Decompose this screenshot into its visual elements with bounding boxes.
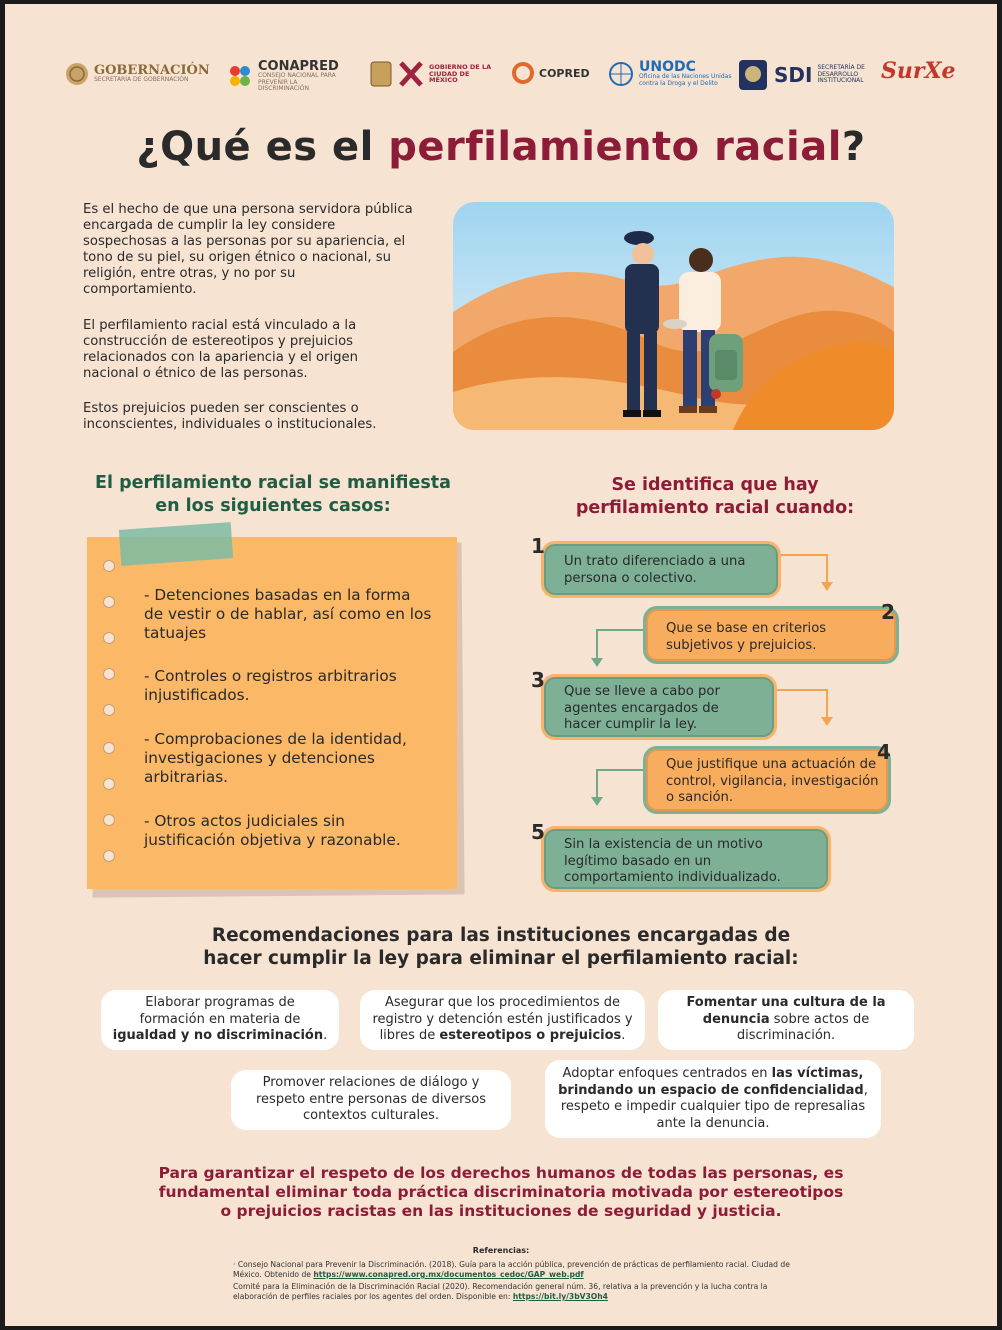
intro-paragraph-1: Es el hecho de que una persona servidora pública encargada de cumplir la ley considere sospechosas a las personas por su apariencia, el tono de su piel, su origen étnico o nacional, su religión, entre otras, y no por su comportamiento.	[83, 202, 413, 297]
note-hole	[103, 850, 115, 862]
conapred-sub: CONSEJO NACIONAL PARA PREVENIR LA DISCRIMINACIÓN	[258, 72, 336, 93]
recommendation-card-5	[545, 1060, 881, 1138]
recommendation-card-2	[360, 990, 645, 1050]
page-title	[5, 124, 997, 170]
case-item: - Controles o registros arbitrarios injustificados.	[144, 667, 397, 704]
cdmx-label: GOBIERNO DE LA CIUDAD DE MÉXICO	[429, 63, 492, 85]
note-hole	[103, 778, 115, 790]
step-2	[643, 606, 899, 664]
step-1-text: Un trato diferenciado a una persona o colectivo.	[564, 554, 746, 586]
card-5-text: Adoptar enfoques centrados en	[562, 1066, 772, 1081]
title-pre: ¿Qué es el	[136, 124, 389, 170]
unam-sdi-logo[interactable]	[737, 58, 867, 92]
conapred-label: CONAPRED	[258, 59, 339, 74]
step-4-text: Que justifique una actuación de control, vigilancia, investigación o sanción.	[666, 757, 879, 805]
note-hole	[103, 668, 115, 680]
gobernacion-logo[interactable]	[65, 62, 210, 86]
card-5-end: , respeto e impedir cualquier tipo de represalias ante la denuncia.	[560, 1082, 868, 1131]
card-2-end: .	[621, 1028, 626, 1044]
shield-icon	[369, 60, 393, 88]
note-hole	[103, 560, 115, 572]
intro-paragraph-3: Estos prejuicios pueden ser conscientes o inconscientes, individuales o institucionales.	[83, 401, 377, 432]
reference-2	[233, 1282, 793, 1302]
copred-label: COPRED	[539, 66, 590, 80]
closing-statement	[5, 1164, 997, 1221]
note-hole	[103, 814, 115, 826]
reference-2-text: Comité para la Eliminación de la Discriminación Racial (2020). Recomendación general núm. 36, relativa a la prevención y la lucha contra la elaboración de perfiles raciales por los agentes del orden. Disponible en:	[233, 1282, 768, 1301]
step-1	[541, 541, 781, 598]
title-post: ?	[841, 124, 866, 170]
step-5-number: 5	[531, 820, 545, 844]
recommendations-heading	[5, 924, 997, 970]
conapred-icon	[227, 63, 253, 89]
cases-heading: El perfilamiento racial se manifiesta en los siguientes casos:	[95, 473, 451, 516]
card-3-text: sobre actos de discriminación.	[736, 1011, 870, 1044]
poster	[5, 4, 997, 1326]
reference-2-link[interactable]: https://bit.ly/3bV3Oh4	[512, 1292, 608, 1301]
surxe-logo[interactable]	[881, 60, 956, 82]
copred-logo[interactable]	[512, 62, 590, 84]
step-3-number: 3	[531, 668, 545, 692]
card-5-bold: las víctimas, brindando un espacio de confidencialidad	[558, 1066, 864, 1098]
recommendations-heading-text: Recomendaciones para las instituciones encargadas de hacer cumplir la ley para eliminar el perfilamiento racial:	[203, 925, 799, 969]
intro-paragraph-2: El perfilamiento racial está vinculado a la construcción de estereotipos y prejuicios relacionados con la apariencia y el origen nacional o étnico de las personas.	[83, 318, 358, 381]
case-item: - Detenciones basadas en la forma de vestir o de hablar, así como en los tatuajes	[144, 586, 432, 642]
closing-text: Para garantizar el respeto de los derechos humanos de todas las personas, es fundamental eliminar toda práctica discriminatoria motivada por estereotipos o prejuicios racistas en las instituciones de seguridad y justicia.	[158, 1164, 844, 1220]
recommendation-card-1	[101, 990, 339, 1050]
step-5	[541, 826, 831, 892]
note-hole	[103, 742, 115, 754]
references-title: Referencias:	[472, 1246, 530, 1255]
case-item: - Otros actos judiciales sin justificación objetiva y razonable.	[144, 812, 401, 849]
card-1-text: Elaborar programas de formación en materia de	[139, 995, 301, 1027]
title-accent: perfilamiento racial	[388, 124, 842, 170]
step-2-number: 2	[881, 600, 895, 624]
sdi-label: SDI	[774, 63, 813, 87]
reference-1-text: · Consejo Nacional para Prevenir la Discriminación. (2018). Guía para la acción pública, prevención de prácticas de perfilamiento racial. Ciudad de México. Obtenido de	[233, 1260, 790, 1279]
identify-heading: Se identifica que hay perfilamiento racial cuando:	[575, 475, 855, 518]
step-4-number: 4	[877, 740, 891, 764]
card-4-text: Promover relaciones de diálogo y respeto entre personas de diversos contextos culturales.	[255, 1075, 486, 1124]
unam-shield-icon	[737, 58, 769, 92]
card-2-text: Asegurar que los procedimientos de registro y detención estén justificados y libres de	[372, 995, 633, 1044]
sdi-sub: SECRETARÍA DE DESARROLLO INSTITUCIONAL	[817, 64, 865, 85]
police-detention-illustration	[453, 202, 894, 430]
note-hole	[103, 632, 115, 644]
recommendation-card-4	[231, 1070, 511, 1130]
un-globe-icon	[608, 61, 634, 87]
cdmx-logo[interactable]	[369, 60, 499, 88]
card-1-bold: igualdad y no discriminación	[112, 1028, 324, 1044]
card-3-bold: Fomentar una cultura de la denuncia	[686, 995, 886, 1027]
card-1-end: .	[323, 1028, 328, 1044]
gobernacion-label: GOBERNACIÓN	[94, 63, 210, 79]
eagle-seal-icon	[65, 62, 89, 86]
step-1-number: 1	[531, 534, 545, 558]
reference-1-link[interactable]: https://www.conapred.org.mx/documentos_cedoc/GAP_web.pdf	[313, 1270, 584, 1279]
case-item: - Comprobaciones de la identidad, investigaciones y detenciones arbitrarias.	[144, 730, 407, 786]
gobernacion-sub: SECRETARÍA DE GOBERNACIÓN	[94, 76, 189, 84]
recommendation-card-3	[658, 990, 914, 1050]
step-5-text: Sin la existencia de un motivo legítimo basado en un comportamiento individualizado.	[564, 837, 781, 885]
note-hole	[103, 704, 115, 716]
reference-1	[233, 1260, 793, 1280]
unodc-logo[interactable]	[608, 60, 739, 87]
step-2-text: Que se base en criterios subjetivos y prejuicios.	[666, 621, 827, 653]
conapred-logo[interactable]	[227, 60, 348, 93]
card-2-bold: estereotipos o prejuicios	[439, 1028, 622, 1044]
step-4	[643, 746, 891, 814]
cdmx-pattern-icon	[398, 60, 424, 88]
step-3-text: Que se lleve a cabo por agentes encargados de hacer cumplir la ley.	[564, 684, 720, 732]
copred-icon	[512, 62, 534, 84]
note-hole	[103, 596, 115, 608]
step-3	[541, 674, 777, 740]
unodc-sub: Oficina de las Naciones Unidas contra la Droga y el Delito	[639, 73, 732, 87]
surxe-label: SurXe	[881, 58, 956, 84]
unodc-label: UNODC	[639, 59, 696, 75]
